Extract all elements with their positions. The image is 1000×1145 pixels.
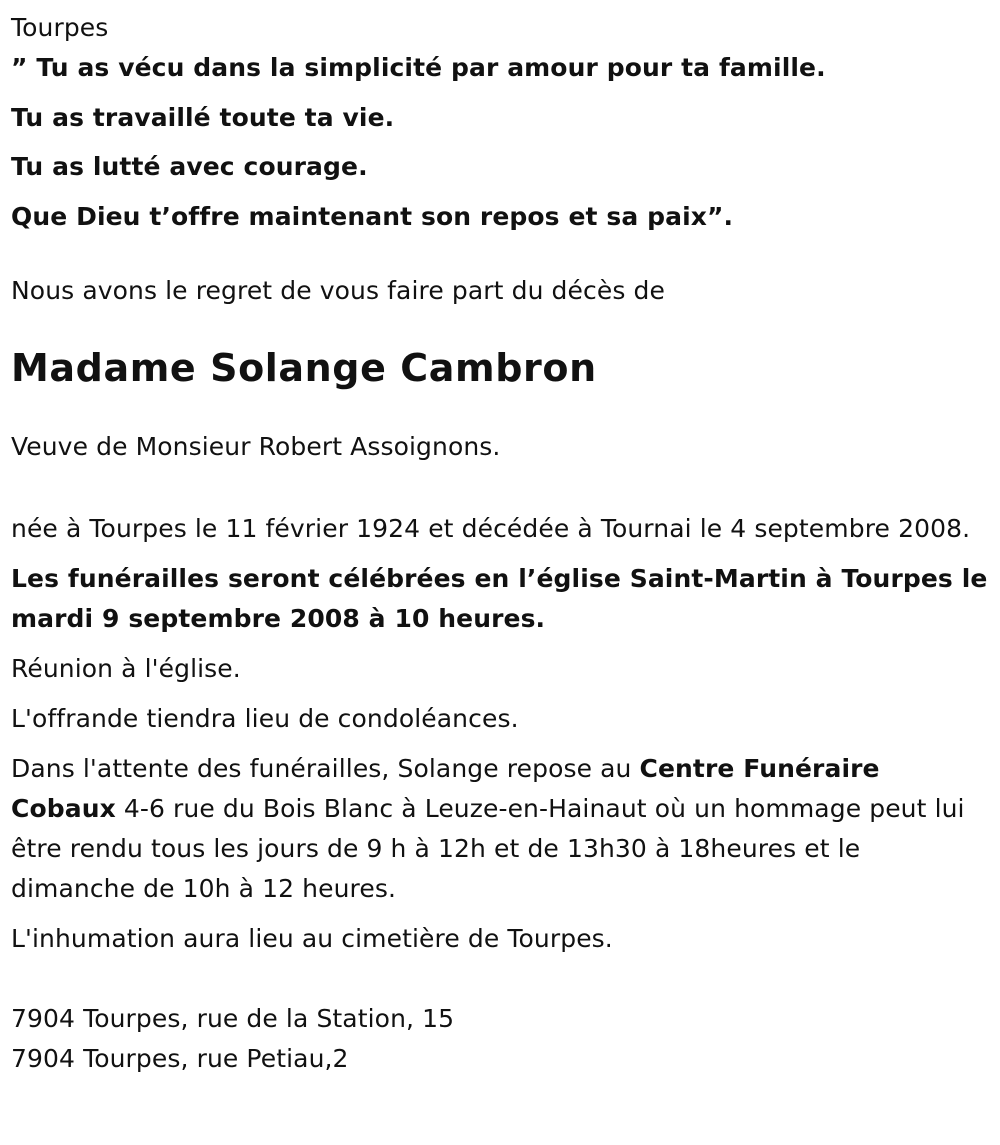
wake-text-after: 4-6 rue du Bois Blanc à Leuze-en-Hainaut où un hommage peut lui être rendu tous les jours de 9 h à 12h et de 13h30 à 18heures et le dimanche de 10h à 12 heures. xyxy=(11,793,965,903)
burial-text: L'inhumation aura lieu au cimetière de Tourpes. xyxy=(11,923,613,953)
address-list xyxy=(11,999,990,1079)
wake-text xyxy=(11,749,990,909)
intro-text: Nous avons le regret de vous faire part du décès de xyxy=(11,275,665,305)
widow-of-text: Veuve de Monsieur Robert Assoignons. xyxy=(11,431,501,461)
address-2: 7904 Tourpes, rue Petiau,2 xyxy=(11,1043,349,1073)
quote-line-3: Tu as lutté avec courage. xyxy=(11,152,368,181)
quote-line-2: Tu as travaillé toute ta vie. xyxy=(11,102,395,132)
quote-block xyxy=(11,48,990,237)
quote-line-4: Que Dieu t’offre maintenant son repos et sa paix”. xyxy=(11,201,734,231)
wake-text-before: Dans l'attente des funérailles, Solange repose au xyxy=(11,753,640,783)
quote-line-1: ” Tu as vécu dans la simplicité par amour pour ta famille. xyxy=(11,53,826,82)
header-place: Tourpes xyxy=(11,13,109,42)
address-1: 7904 Tourpes, rue de la Station, 15 xyxy=(11,1003,455,1033)
funeral-text: Les funérailles seront célébrées en l’église Saint-Martin à Tourpes le mardi 9 septembre 2008 à 10 heures. xyxy=(11,563,988,633)
deceased-name: Madame Solange Cambron xyxy=(11,345,597,390)
offering-text: L'offrande tiendra lieu de condoléances. xyxy=(11,703,519,733)
birth-death-text: née à Tourpes le 11 février 1924 et décédée à Tournai le 4 septembre 2008. xyxy=(11,513,971,543)
meeting-text: Réunion à l'église. xyxy=(11,653,241,683)
funeral-center-name: Centre Funéraire Cobaux xyxy=(11,753,880,823)
